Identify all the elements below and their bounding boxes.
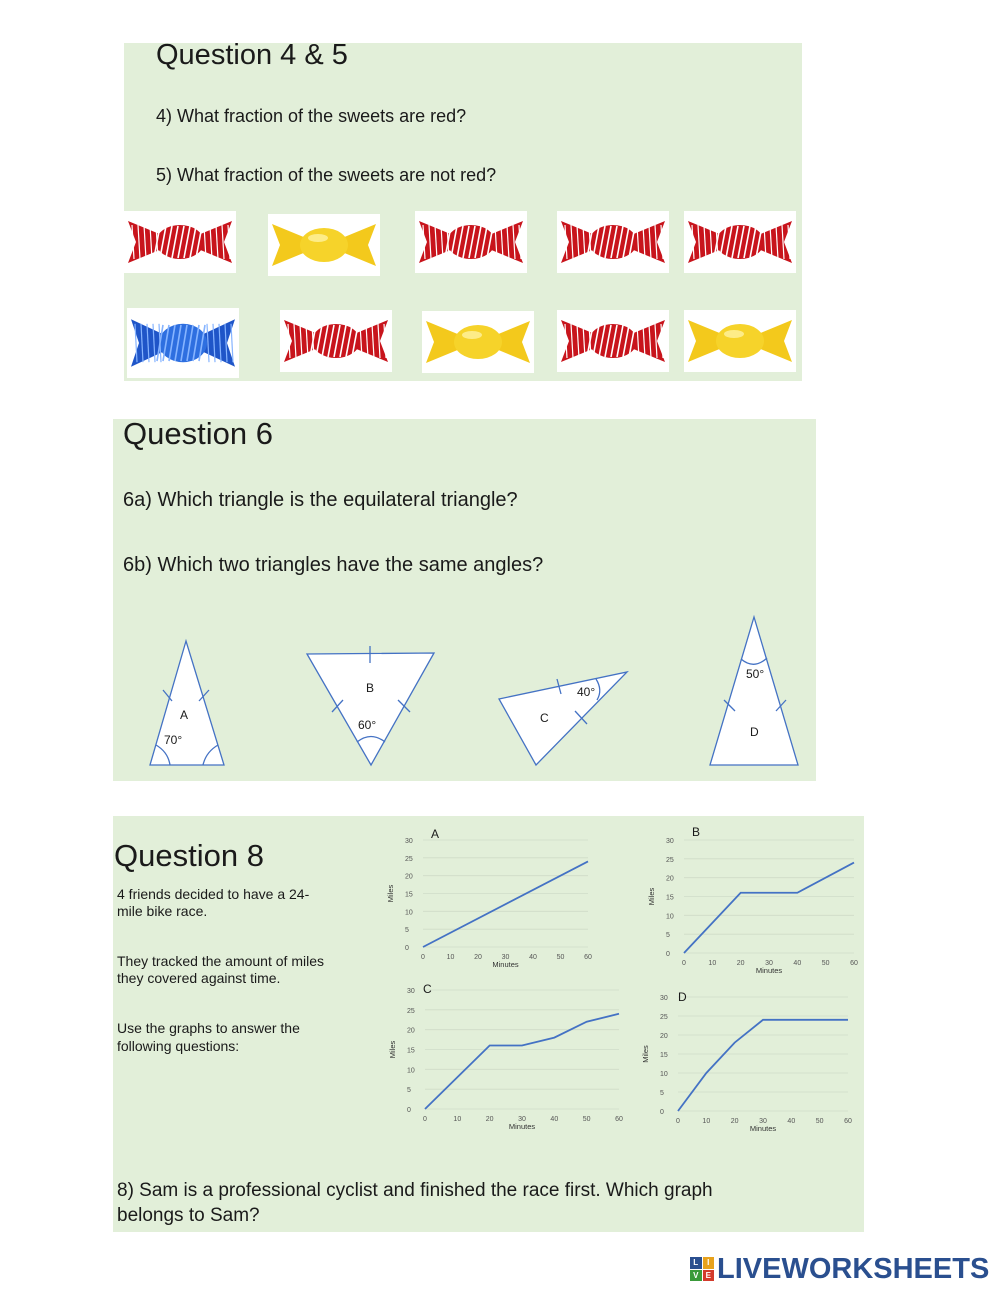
graph-c <box>376 975 623 1145</box>
triangle-b-angle: 60° <box>358 718 377 732</box>
question-8-intro-line-3: They tracked the amount of miles <box>117 953 324 969</box>
graph-b-y-tick-30: 30 <box>666 838 674 845</box>
graph-c-x-tick-50: 50 <box>582 1116 591 1123</box>
graph-c-y-tick-25: 25 <box>407 1007 415 1015</box>
triangle-a-label: A <box>180 708 189 722</box>
graph-a-x-tick-0: 0 <box>421 954 425 961</box>
graph-b-x-tick-20: 20 <box>736 960 745 967</box>
question-8-text-line-1: 8) Sam is a professional cyclist and finished the race first. Which graph <box>117 1180 713 1201</box>
graph-a-x-label: Minutes <box>492 960 519 969</box>
graph-a-y-tick-30: 30 <box>405 838 413 845</box>
graph-d-series-line <box>678 1020 848 1111</box>
graph-d-x-tick-50: 50 <box>815 1118 824 1125</box>
graph-a-x-tick-30: 30 <box>501 954 510 961</box>
graph-c-y-tick-15: 15 <box>407 1047 415 1055</box>
graph-c-x-tick-60: 60 <box>615 1116 623 1123</box>
graph-c-y-tick-5: 5 <box>407 1087 411 1095</box>
graph-a <box>376 818 606 988</box>
graph-d <box>636 982 866 1152</box>
sweet-row1-5-red-sweet <box>684 211 796 273</box>
graph-d-x-label: Minutes <box>749 1124 777 1133</box>
graph-a-y-tick-0: 0 <box>405 945 409 952</box>
triangle-d-angle: 50° <box>746 667 765 681</box>
sweet-row1-2-yellow-sweet <box>268 214 380 276</box>
triangle-d <box>710 617 798 765</box>
sweet-row2-3-yellow-sweet <box>422 311 534 373</box>
question-4-text: 4) What fraction of the sweets are red? <box>156 106 467 126</box>
graph-c-x-tick-0: 0 <box>423 1116 427 1123</box>
question-8-intro-line-1: 4 friends decided to have a 24- <box>117 886 310 902</box>
liveworksheets-logo <box>690 1252 989 1286</box>
triangle-d-label: D <box>750 725 759 739</box>
sweet-row1-4-red-sweet <box>557 211 669 273</box>
graph-c-y-tick-30: 30 <box>407 988 415 995</box>
question-6a-text: 6a) Which triangle is the equilateral triangle? <box>123 489 518 511</box>
sweet-row2-5-yellow-sweet <box>684 310 796 372</box>
graph-a-y-label: Miles <box>386 884 395 903</box>
graph-d-x-tick-0: 0 <box>676 1118 680 1125</box>
triangle-c-label: C <box>540 711 549 725</box>
question-6b-text: 6b) Which two triangles have the same angles? <box>123 554 544 576</box>
graph-b-y-tick-25: 25 <box>666 856 674 864</box>
graph-d-y-tick-0: 0 <box>660 1109 664 1116</box>
graph-c-title: C <box>423 982 432 996</box>
sweet-row1-3-red-sweet <box>415 211 527 273</box>
graph-d-x-tick-20: 20 <box>730 1118 739 1125</box>
graph-b-y-tick-5: 5 <box>666 932 670 940</box>
triangle-b-label: B <box>366 681 375 695</box>
graph-a-series-line <box>423 861 588 947</box>
triangles-figure <box>113 600 816 780</box>
question-4-5-title: Question 4 & 5 <box>156 39 348 71</box>
graph-b-y-tick-0: 0 <box>666 951 670 958</box>
question-6-title: Question 6 <box>123 416 273 451</box>
sweet-row2-1-blue-sweet <box>127 308 239 378</box>
triangle-c-angle: 40° <box>577 685 596 699</box>
graph-a-y-tick-20: 20 <box>405 873 413 881</box>
graph-d-title: D <box>678 990 687 1004</box>
graph-d-y-label: Miles <box>641 1045 650 1063</box>
triangle-a-angle: 70° <box>164 733 183 747</box>
graph-d-y-tick-20: 20 <box>660 1033 668 1040</box>
graph-c-x-tick-30: 30 <box>518 1116 526 1123</box>
graph-b-y-label: Miles <box>647 887 656 906</box>
graph-a-title: A <box>431 827 440 841</box>
graph-a-x-tick-50: 50 <box>556 954 565 961</box>
sweet-row2-4-red-sweet <box>557 310 669 372</box>
graph-a-x-tick-60: 60 <box>584 954 592 961</box>
graph-a-y-tick-25: 25 <box>405 855 413 863</box>
graph-d-x-tick-30: 30 <box>759 1118 767 1125</box>
graph-c-y-tick-0: 0 <box>407 1107 411 1114</box>
sweet-row1-1-red-sweet <box>124 211 236 273</box>
graph-d-y-tick-30: 30 <box>660 995 668 1002</box>
graph-b-title: B <box>692 825 701 839</box>
graph-a-y-tick-15: 15 <box>405 891 413 899</box>
question-8-title: Question 8 <box>114 838 264 873</box>
graph-a-y-tick-5: 5 <box>405 927 409 935</box>
graph-b-x-label: Minutes <box>755 966 783 975</box>
triangle-b <box>307 653 434 765</box>
liveworksheets-logo-text: LIVEWORKSHEETS <box>717 1252 990 1285</box>
graph-a-x-tick-20: 20 <box>474 954 482 961</box>
graph-c-x-tick-40: 40 <box>550 1116 559 1123</box>
graph-b-x-tick-40: 40 <box>793 960 802 967</box>
graph-b-y-tick-10: 10 <box>666 913 674 921</box>
graph-c-x-tick-20: 20 <box>485 1116 494 1123</box>
graph-b-x-tick-50: 50 <box>821 960 830 967</box>
liveworksheets-logo-icon: L I V E <box>690 1257 714 1281</box>
graph-a-x-tick-40: 40 <box>529 954 537 961</box>
question-8-text-line-2: belongs to Sam? <box>117 1205 260 1226</box>
graph-d-y-tick-15: 15 <box>660 1052 668 1059</box>
graph-c-x-label: Minutes <box>508 1122 536 1131</box>
graph-c-y-label: Miles <box>388 1040 397 1059</box>
graph-b-x-tick-30: 30 <box>765 960 773 967</box>
graph-b-y-tick-15: 15 <box>666 894 674 902</box>
graph-c-y-tick-10: 10 <box>407 1067 415 1075</box>
graph-b-x-tick-10: 10 <box>708 960 717 967</box>
graph-b-y-tick-20: 20 <box>666 875 674 883</box>
question-8-intro-line-5: Use the graphs to answer the <box>117 1020 300 1036</box>
graph-b-x-tick-0: 0 <box>682 960 686 967</box>
graph-a-x-tick-10: 10 <box>446 954 455 961</box>
question-8-intro-line-6: following questions: <box>117 1038 240 1054</box>
graph-b-series-line <box>684 863 854 953</box>
triangle-c <box>499 672 627 765</box>
question-5-text: 5) What fraction of the sweets are not red? <box>156 165 497 185</box>
question-8-intro-line-4: they covered against time. <box>117 970 281 986</box>
graph-b <box>640 818 870 988</box>
graph-d-x-tick-10: 10 <box>702 1118 711 1125</box>
graph-d-x-tick-40: 40 <box>787 1118 796 1125</box>
graph-c-series-line <box>425 1014 619 1109</box>
sweet-row2-2-red-sweet <box>280 310 392 372</box>
graph-c-y-tick-20: 20 <box>407 1027 415 1035</box>
graph-d-x-tick-60: 60 <box>844 1118 852 1125</box>
triangle-a <box>150 641 224 765</box>
graph-d-y-tick-10: 10 <box>660 1071 668 1078</box>
graph-d-y-tick-5: 5 <box>660 1090 664 1097</box>
question-8-intro-line-2: mile bike race. <box>117 903 208 919</box>
graph-b-x-tick-60: 60 <box>850 960 858 967</box>
graph-c-x-tick-10: 10 <box>453 1116 462 1123</box>
graph-d-y-tick-25: 25 <box>660 1014 668 1021</box>
graph-a-y-tick-10: 10 <box>405 909 413 917</box>
